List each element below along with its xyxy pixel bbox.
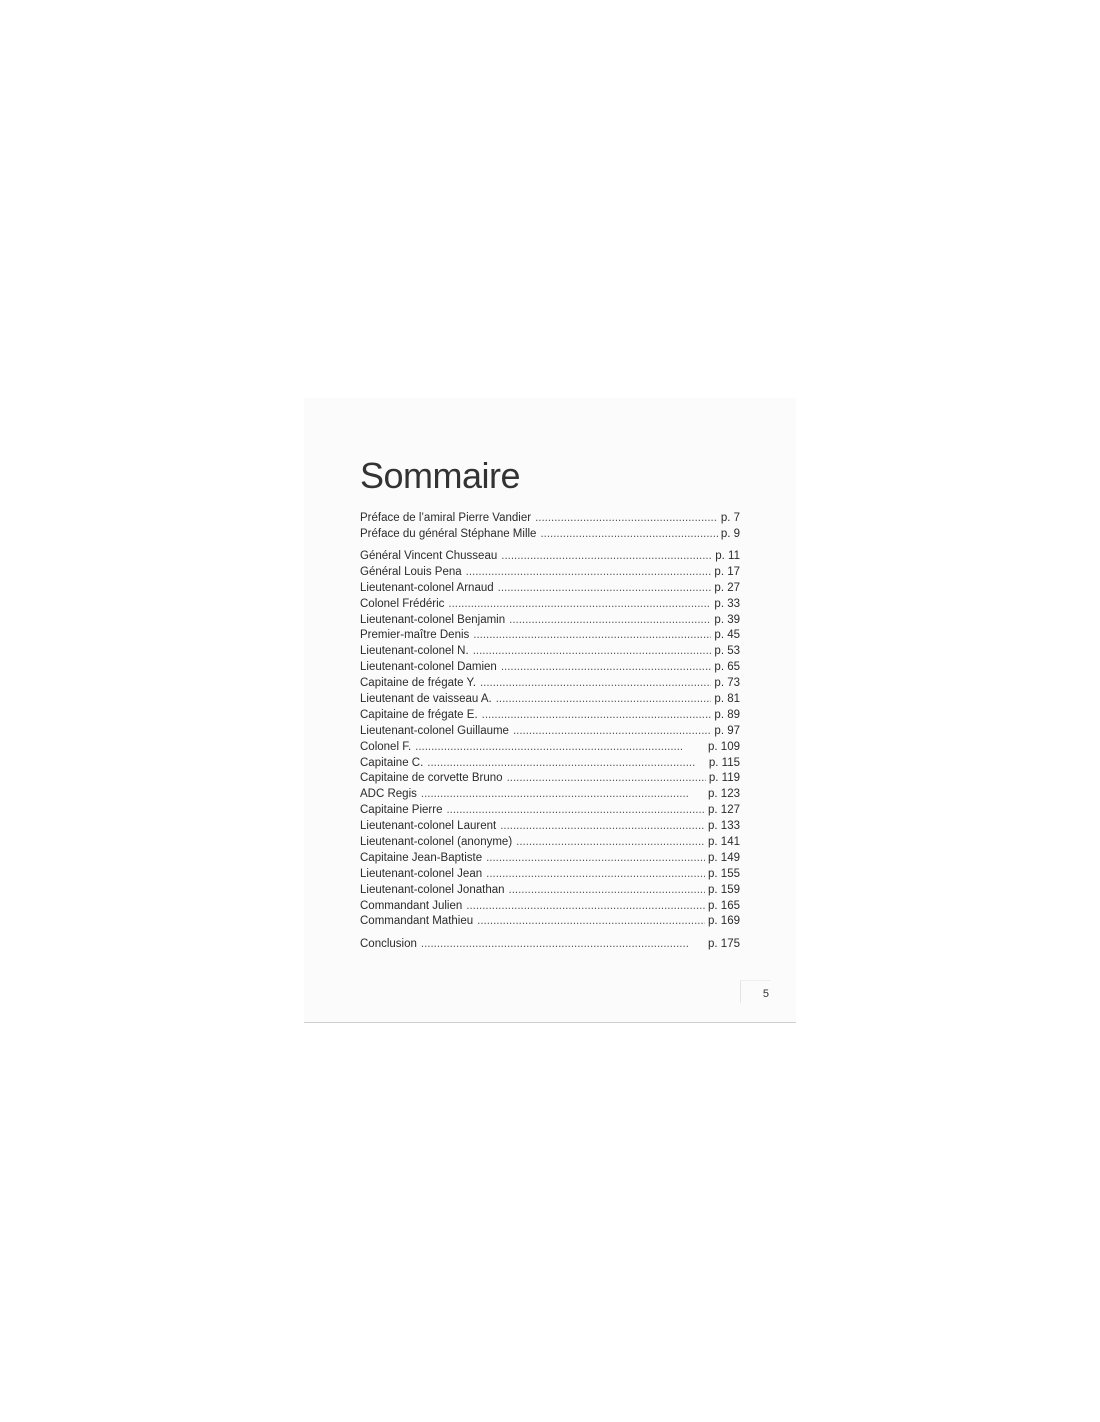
toc-entry xyxy=(360,819,740,835)
dot-leader xyxy=(473,628,711,644)
dot-leader xyxy=(480,676,711,692)
toc-entry-page-ref: p. 149 xyxy=(708,851,740,864)
toc-entry xyxy=(360,835,740,851)
toc-entry xyxy=(360,660,740,676)
dot-leader xyxy=(446,803,705,819)
toc-entry-page-ref: p. 159 xyxy=(708,883,740,896)
toc-entry-page-ref: p. 123 xyxy=(708,788,740,801)
dot-leader xyxy=(496,692,712,708)
page-title: Sommaire xyxy=(360,455,521,496)
toc-entry-page-ref: p. 115 xyxy=(708,756,740,769)
toc-entry-label: Colonel Frédéric xyxy=(360,597,445,610)
toc-entry-page-ref: p. 45 xyxy=(714,629,740,642)
toc-entry-label: Capitaine de frégate E. xyxy=(360,708,478,721)
dot-leader xyxy=(473,644,712,660)
dot-leader xyxy=(448,597,711,613)
toc-entry xyxy=(360,692,740,708)
toc-entry-page-ref: p. 53 xyxy=(714,645,740,658)
toc-entry-label: Lieutenant-colonel Arnaud xyxy=(360,581,494,594)
toc-entry-page-ref: p. 97 xyxy=(714,724,740,737)
dot-leader xyxy=(501,549,712,565)
toc-entry xyxy=(360,628,740,644)
dot-leader xyxy=(507,771,706,787)
toc-entry-label: Préface de l’amiral Pierre Vandier xyxy=(360,512,532,524)
toc-entry xyxy=(360,613,740,629)
toc-entry xyxy=(360,787,740,803)
toc-entry xyxy=(360,708,740,724)
dot-leader xyxy=(421,787,705,803)
toc-entry-label: Capitaine de frégate Y. xyxy=(360,677,476,690)
toc-entry xyxy=(360,899,740,915)
dot-leader xyxy=(421,937,705,953)
toc-entry-label: Capitaine de corvette Bruno xyxy=(360,772,503,785)
toc-entry-page-ref: p. 169 xyxy=(708,915,740,928)
toc-entry-page-ref: p. 133 xyxy=(708,820,740,833)
toc-entry xyxy=(360,756,740,772)
toc-entry-page-ref: p. 109 xyxy=(708,740,740,753)
dot-leader xyxy=(427,756,706,772)
toc-entry-label: Lieutenant-colonel Guillaume xyxy=(360,724,509,737)
page-bottom-edge xyxy=(304,1022,796,1023)
toc-entry-page-ref: p. 27 xyxy=(714,581,740,594)
toc-entry xyxy=(360,597,740,613)
toc-entry-page-ref: p. 89 xyxy=(714,708,740,721)
toc-entry xyxy=(360,914,740,930)
toc-entry-label: Lieutenant-colonel Benjamin xyxy=(360,613,506,626)
toc-entry xyxy=(360,644,740,660)
toc-entry-label: Lieutenant-colonel N. xyxy=(360,645,469,658)
toc-entry-label: Préface du général Stéphane Mille xyxy=(360,527,537,540)
toc-entry-label: ADC Regis xyxy=(360,788,417,801)
toc-entry-label: Lieutenant-colonel Jean xyxy=(360,867,483,880)
dot-leader xyxy=(415,740,705,756)
toc-entry-label: Capitaine Jean-Baptiste xyxy=(360,851,483,864)
toc-entry xyxy=(360,867,740,883)
dot-leader xyxy=(498,581,712,597)
dot-leader xyxy=(466,565,712,581)
toc-entry-page-ref: p. 81 xyxy=(714,693,740,706)
toc-entry-label: Colonel F. xyxy=(360,740,412,753)
toc-entry xyxy=(360,724,740,740)
toc-conclusion-section xyxy=(360,937,740,953)
toc-entry xyxy=(360,527,740,543)
toc-entry-page-ref: p. 17 xyxy=(714,565,740,578)
toc-entry-page-ref: p. 175 xyxy=(708,938,740,950)
toc-entry-label: Conclusion xyxy=(360,938,417,950)
dot-leader xyxy=(509,613,711,629)
toc-entry xyxy=(360,565,740,581)
toc-entry-page-ref: p. 155 xyxy=(708,867,740,880)
toc-chapters-section xyxy=(360,549,740,930)
toc-entry xyxy=(360,851,740,867)
dot-leader xyxy=(500,819,705,835)
toc-entry-page-ref: p. 73 xyxy=(714,677,740,690)
toc-entry-label: Lieutenant de vaisseau A. xyxy=(360,693,492,706)
toc-entry-page-ref: p. 7 xyxy=(720,512,740,524)
toc-entry-label: Commandant Julien xyxy=(360,899,463,912)
dot-leader xyxy=(482,708,712,724)
toc-entry-label: Lieutenant-colonel Damien xyxy=(360,661,497,674)
toc-entry-label: Général Vincent Chusseau xyxy=(360,550,498,562)
toc-entry-label: Lieutenant-colonel Laurent xyxy=(360,820,497,833)
toc-entry-label: Lieutenant-colonel (anonyme) xyxy=(360,836,513,849)
toc-entry xyxy=(360,549,740,565)
toc-entry-page-ref: p. 127 xyxy=(708,804,740,817)
toc-prefaces-section xyxy=(360,511,740,543)
toc-entry-page-ref: p. 11 xyxy=(715,550,740,562)
toc-entry-page-ref: p. 119 xyxy=(708,772,740,785)
dot-leader xyxy=(509,883,706,899)
page-number-folio xyxy=(740,980,771,1003)
toc-entry xyxy=(360,740,740,756)
toc-entry-label: Capitaine Pierre xyxy=(360,804,443,817)
toc-entry xyxy=(360,581,740,597)
toc-entry-page-ref: p. 165 xyxy=(708,899,740,912)
dot-leader xyxy=(516,835,705,851)
page-number: 5 xyxy=(762,988,769,1000)
dot-leader xyxy=(486,851,705,867)
toc-entry-label: Capitaine C. xyxy=(360,756,424,769)
toc-entry-label: Général Louis Pena xyxy=(360,565,462,578)
dot-leader xyxy=(466,899,705,915)
toc-entry-page-ref: p. 9 xyxy=(720,527,740,540)
toc-entry xyxy=(360,937,740,953)
toc-entry xyxy=(360,803,740,819)
toc-entry-page-ref: p. 141 xyxy=(708,836,740,849)
dot-leader xyxy=(513,724,711,740)
dot-leader xyxy=(486,867,705,883)
toc-entry xyxy=(360,883,740,899)
toc-entry-label: Commandant Mathieu xyxy=(360,915,474,928)
dot-leader xyxy=(535,511,718,527)
toc-entry-label: Premier-maître Denis xyxy=(360,629,470,642)
dot-leader xyxy=(540,527,717,543)
dot-leader xyxy=(477,914,705,930)
toc-entry-page-ref: p. 65 xyxy=(714,661,740,674)
toc-entry xyxy=(360,511,740,527)
toc-entry-label: Lieutenant-colonel Jonathan xyxy=(360,883,505,896)
toc-entry xyxy=(360,676,740,692)
toc-entry-page-ref: p. 33 xyxy=(714,597,740,610)
toc-entry-page-ref: p. 39 xyxy=(714,613,740,626)
toc-entry xyxy=(360,771,740,787)
dot-leader xyxy=(501,660,712,676)
